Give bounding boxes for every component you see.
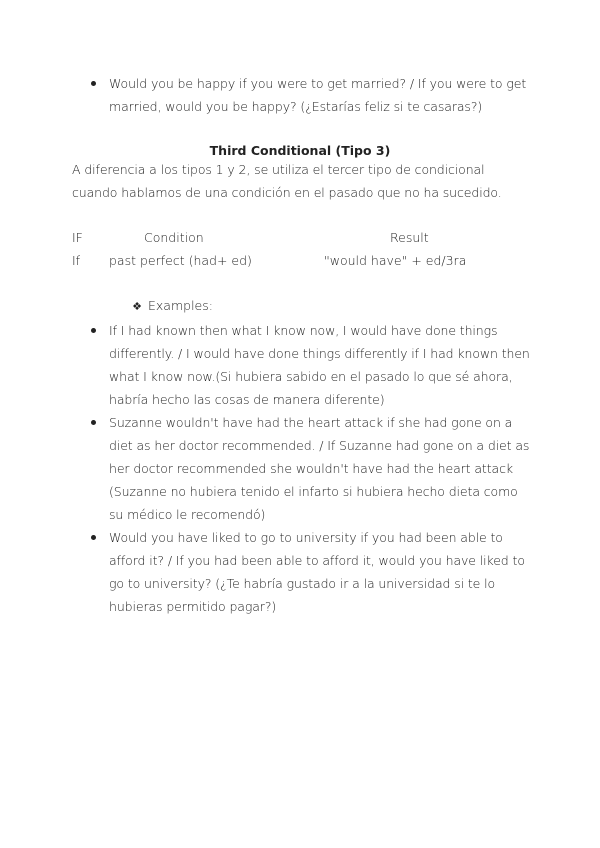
- intro-bullet-list: [90, 72, 530, 118]
- structure-header-condition: Condition: [144, 230, 204, 245]
- list-item: [90, 526, 530, 618]
- examples-heading: [130, 296, 213, 317]
- structure-formula-row: [72, 251, 532, 271]
- structure-header-result: Result: [390, 230, 429, 245]
- list-item: [90, 319, 530, 411]
- list-item: [90, 411, 530, 526]
- bullet-icon: [91, 81, 96, 86]
- structure-header-if: IF: [72, 230, 83, 245]
- list-item: [90, 72, 530, 118]
- examples-list: [90, 319, 530, 618]
- examples-label: Examples:: [148, 298, 213, 313]
- structure-condition: past perfect (had+ ed): [109, 253, 252, 268]
- example-text: Would you have liked to go to university if you had been able to afford it? / If you had been able to afford it, would you have liked to go to university? (¿Te habría gustado ir a la universidad si te lo hubieras permitido pagar?): [109, 530, 525, 614]
- section-heading: Third Conditional (Tipo 3): [209, 143, 391, 158]
- structure-header-row: [72, 228, 532, 248]
- bullet-text: Would you be happy if you were to get married? / If you were to get married, would you be happy? (¿Estarías feliz si te casaras?): [109, 76, 527, 114]
- section-description: A diferencia a los tipos 1 y 2, se utiliza el tercer tipo de condicional cuando hablamos de una condición en el pasado que no ha sucedido.: [72, 162, 502, 200]
- structure-if: If: [72, 253, 81, 268]
- bullet-icon: [91, 328, 96, 333]
- bullet-icon: [91, 420, 96, 425]
- diamond-bullet-icon: ❖: [132, 300, 142, 313]
- example-text: If I had known then what I know now, I would have done things differently. / I would have done things differently if I had known then what I know now.(Si hubiera sabido en el pasado lo que sé ahora, habría hecho las cosas de manera diferente): [109, 323, 530, 407]
- example-text: Suzanne wouldn't have had the heart attack if she had gone on a diet as her doctor recommended. / If Suzanne had gone on a diet as her doctor recommended she wouldn't have had the heart attack (Suzanne no hubiera tenido el infarto si hubiera hecho dieta como su médico le recomendó): [109, 415, 530, 522]
- structure-result: "would have" + ed/3ra: [324, 253, 467, 268]
- bullet-icon: [91, 535, 96, 540]
